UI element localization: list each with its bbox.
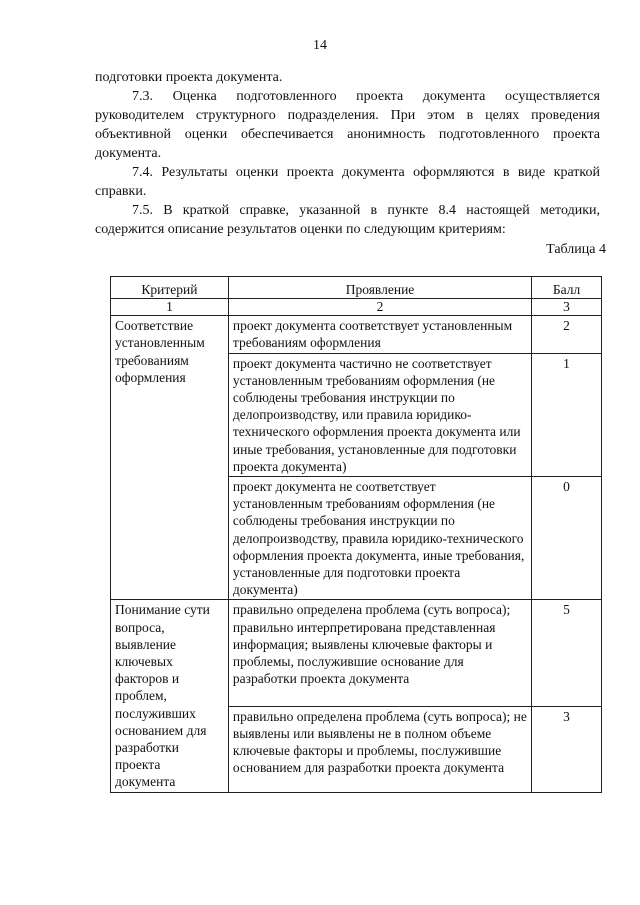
paragraph-7-4: 7.4. Результаты оценки проекта документа оформляются в виде краткой справки.	[95, 165, 600, 199]
column-number-row	[111, 299, 602, 316]
header-criterion: Критерий	[111, 277, 229, 299]
description-cell: проект документа соответствует установленным требованиям оформления	[228, 316, 531, 353]
page-number: 14	[313, 38, 327, 53]
header-score: Балл	[532, 277, 602, 299]
column-number: 2	[228, 299, 531, 316]
column-number: 1	[111, 299, 229, 316]
body-text	[95, 68, 600, 239]
paragraph-7-5: 7.5. В краткой справке, указанной в пункте 8.4 настоящей методики, содержится описание результатов оценки по следующим критериям:	[95, 203, 600, 237]
criterion-cell: Соответствие установленным требованиям оформления	[111, 316, 229, 600]
score-cell: 2	[532, 316, 602, 353]
header-manifestation: Проявление	[228, 277, 531, 299]
description-cell: проект документа не соответствует установленным требованиям оформления (не соблюдены требования инструкции по делопроизводству, правила юридико-технического оформления проекта документа, иные требования, установленные для подготовки проекта документа)	[228, 477, 531, 600]
column-number: 3	[532, 299, 602, 316]
description-cell: правильно определена проблема (суть вопроса); не выявлены или выявлены не в полном объеме ключевые факторы и проблемы, послужившие основанием для разработки проекта документа	[228, 706, 531, 792]
score-cell: 5	[532, 600, 602, 706]
paragraph-continuation: подготовки проекта документа.	[95, 70, 283, 85]
table-row	[111, 316, 602, 353]
score-cell: 3	[532, 706, 602, 792]
table-row	[111, 600, 602, 706]
criteria-table	[110, 276, 602, 793]
paragraph-7-3: 7.3. Оценка подготовленного проекта документа осуществляется руководителем структурного подразделения. При этом в целях проведения объективной оценки обеспечивается анонимность подготовленного проекта документа.	[95, 89, 600, 161]
table-header-row	[111, 277, 602, 299]
score-cell: 0	[532, 477, 602, 600]
description-cell: проект документа частично не соответствует установленным требованиям оформления (не соблюдены требования инструкции по делопроизводству, или правила юридико-технического оформления проекта документа или иные требования, установленные для подготовки проекта документа)	[228, 353, 531, 476]
criterion-cell: Понимание сути вопроса, выявление ключевых факторов и проблем, послуживших основанием для разработки проекта документа	[111, 600, 229, 792]
table-caption: Таблица 4	[546, 242, 606, 257]
score-cell: 1	[532, 353, 602, 476]
description-cell: правильно определена проблема (суть вопроса); правильно интерпретирована представленная информация; выявлены ключевые факторы и проблемы, послужившие основание для разработки проекта документа	[228, 600, 531, 706]
